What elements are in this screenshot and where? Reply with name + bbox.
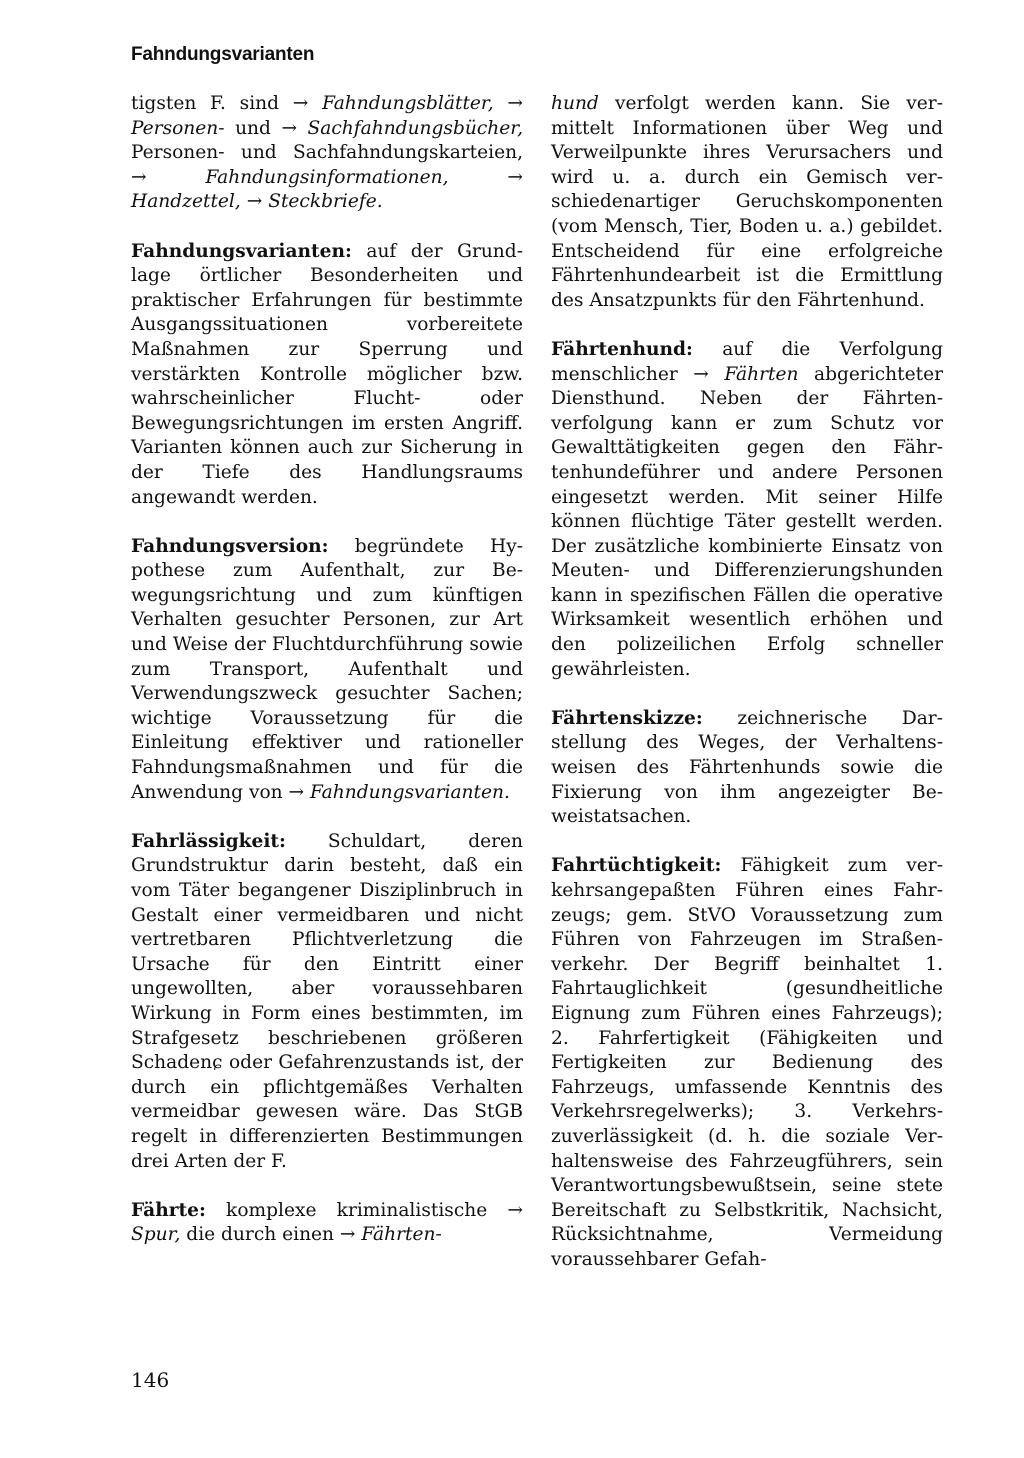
page-number: 146: [131, 1368, 170, 1392]
entry-faehrtenskizze: [551, 707, 943, 830]
continuation-paragraph: tigsten F. sind → Fahndungsblätter, → Personen- und → Sachfahndungsbücher, Personen- und Sachfahndungskarteien, → Fahndungsinformationen, → Handzettel, → Steckbriefe.: [131, 93, 523, 213]
entry-body: verfolgt werden kann. Sie vermittelt Informationen über Weg und Verweilpunkte ihres Verursachers und wird u. a. durch ein Gemisch verschiedenartiger Geruchskomponenten (vom Mensch, Tier, Boden u. a.) gebildet. Entscheidend für eine erfolgreiche Fährtenhundearbeit ist die Ermittlung des Ansatzpunkts für den Fährtenhund.: [551, 93, 943, 311]
entry-term: Fahndungsvarianten:: [131, 240, 352, 262]
entry-body: auf der Grundlage örtlicher Besonderheiten und praktischer Erfahrungen für bestimmte Ausgangssituationen vorbereitete Maßnahmen zur Sperrung und verstärkten Kontrolle möglicher bzw. wahrscheinlicher Flucht- oder Bewegungsrichtungen im ersten Angriff. Varianten können auch zur Sicherung in der Tiefe des Handlungsraums angewandt werden.: [131, 240, 523, 508]
entry-body: Schuldart, deren Grundstruktur darin besteht, daß ein vom Täter begangener Disziplinbruch in Gestalt einer vermeidbaren und nicht vertretbaren Pflichtverletzung die Ursache für den Eintritt einer ungewollten, aber voraussehbaren Wirkung in Form eines bestimmten, im Strafgesetz beschriebenen größeren Schadenɕ oder Gefahrenzustands ist, der durch ein pflichtgemäßes Verhalten vermeidbar gewesen wäre. Das StGB regelt in differenzierten Bestimmungen drei Arten der F.: [131, 830, 523, 1172]
entry-term: Fährte:: [131, 1199, 206, 1221]
entry-term: Fahrtüchtigkeit:: [551, 855, 722, 877]
entry-faehrtenhund: Fährtenhund: auf die Verfolgung menschlicher → Fährten abgerichteter Diensthund. Neben der Fährtenverfolgung kann er zum Schutz vor Gewalttätigkeiten gegen den Fährtenhundeführer und andere Personen eingesetzt werden. Mit seiner Hilfe können flüchtige Täter gestellt werden. Der zusätzliche kombinierte Einsatz von Meuten- und Differenzierungshunden kann in spezifischen Fällen die operative Wirksamkeit wesentlich erhöhen und den polizeilichen Erfolg schneller gewährleisten.: [551, 338, 943, 680]
left-column: [131, 92, 523, 1248]
entry-fahndungsvarianten: [131, 240, 523, 511]
entry-term: Fährtenhund:: [551, 338, 693, 360]
entry-body: begründete Hypothese zum Aufenthalt, zur Bewegungsrichtung und zum künftigen Verhalten gesuchter Personen, zur Art und Weise der Fluchtdurchführung sowie zum Transport, Aufenthalt und Verwendungszweck gesuchter Sachen; wichtige Voraussetzung für die Einleitung effektiver und rationeller Fahndungsmaßnahmen und für die Anwendung von →: [131, 535, 523, 803]
entry-fahrtuechtigkeit: [551, 854, 943, 1272]
cross-reference: Fährten: [724, 363, 799, 385]
entry-faehrte: Fährte: komplexe kriminalistische → Spur, die durch einen → Fährten-: [131, 1199, 523, 1246]
cross-reference: Sachfahndungsbücher,: [307, 117, 523, 139]
entry-body: abgerichteter Diensthund. Neben der Fährtenverfolgung kann er zum Schutz vor Gewalttätigkeiten gegen den Fährtenhundeführer und andere Personen eingesetzt werden. Mit seiner Hilfe können flüchtige Täter gestellt werden. Der zusätzliche kombinierte Einsatz von Meuten- und Differenzierungshunden kann in spezifischen Fällen die operative Wirksamkeit wesentlich erhöhen und den polizeilichen Erfolg schneller gewährleisten.: [551, 363, 943, 680]
cross-reference: Handzettel,: [131, 191, 241, 213]
entry-fahndungsversion: [131, 535, 523, 806]
entry-body: Fähigkeit zum verkehrsangepaßten Führen eines Fahrzeugs; gem. StVO Voraussetzung zum Führen von Fahrzeugen im Straßenverkehr. Der Begriff beinhaltet 1. Fahrtauglichkeit (gesundheitliche Eignung zum Führen eines Fahrzeugs); 2. Fahrfertigkeit (Fähigkeiten und Fertigkeiten zur Bedienung des Fahrzeugs, umfassende Kenntnis des Verkehrsregelwerks); 3. Verkehrszuverlässigkeit (d. h. die soziale Verhaltensweise des Fahrzeugführers, sein Verantwortungsbewußtsein, seine stete Bereitschaft zu Selbstkritik, Nachsicht, Rücksichtnahme, Vermeidung voraussehbarer Gefah-: [551, 855, 943, 1270]
cross-reference: Fahndungsvarianten.: [310, 781, 510, 803]
cross-reference: Fahndungsinformationen,: [205, 166, 449, 188]
entry-term: Fahrlässigkeit:: [131, 830, 286, 852]
entry-body: zeichnerische Darstellung des Weges, der Verhaltensweisen des Fährtenhunds sowie die Fixierung von ihm angezeigter Beweistatsachen.: [551, 707, 943, 828]
entry-fahrlaessigkeit: [131, 830, 523, 1174]
right-column: [551, 92, 943, 1273]
cross-reference: Fährten-: [361, 1224, 442, 1246]
entry-term: Fährtenskizze:: [551, 707, 703, 729]
running-head: Fahndungsvarianten: [131, 44, 315, 65]
cross-reference: hund: [551, 93, 599, 114]
cross-reference: Personen-: [131, 117, 225, 139]
cross-reference: Steckbriefe.: [268, 191, 383, 213]
entry-term: Fahndungsversion:: [131, 535, 329, 557]
cross-reference: Fahndungsblätter,: [322, 93, 494, 114]
continuation-paragraph: [551, 92, 943, 313]
cross-reference: Spur,: [131, 1224, 181, 1246]
